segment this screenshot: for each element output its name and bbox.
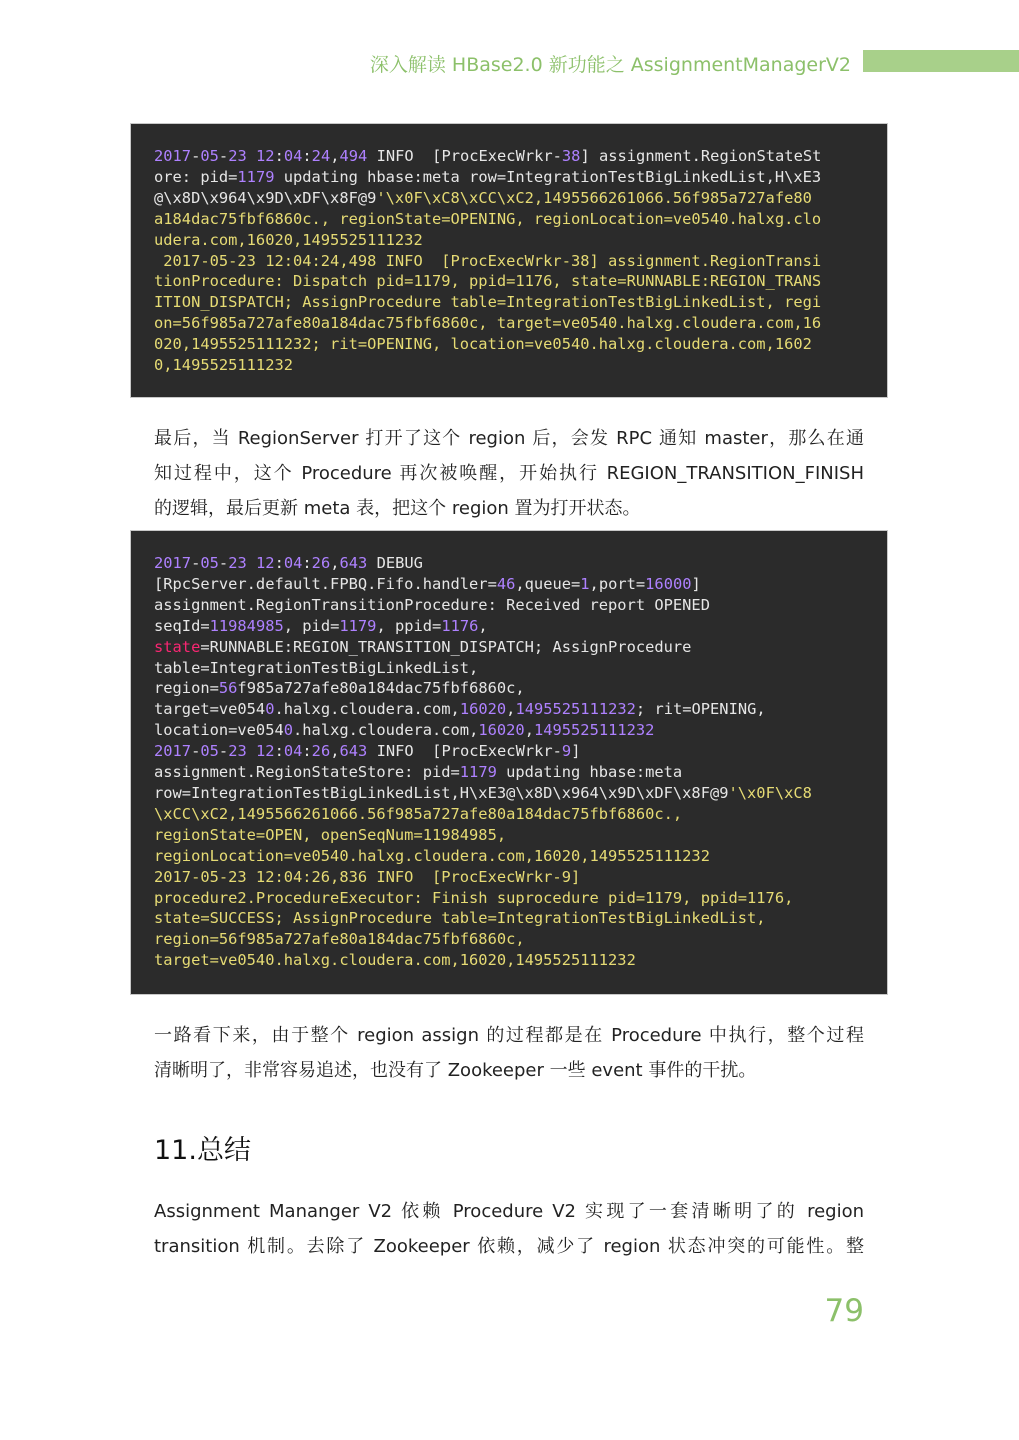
code-token: 1 [580,574,590,593]
code-token: 2017 [154,742,192,761]
code-token: : [274,554,284,572]
code-line [154,678,864,699]
code-line [154,574,864,595]
code-token: 1176 [441,616,479,635]
code-token: 0 [265,700,275,719]
code-token: on=56f985a727afe80a184dac75fbf6860c, target=ve0540.halxg.cloudera.com,16 [154,314,822,333]
code-token: 12 [256,147,275,165]
code-token: ore: pid= [154,167,238,186]
code-token: [RpcServer.default.FPBQ.Fifo.handler= [154,574,497,593]
header-accent-bar [863,50,1019,72]
code-token: 12 [256,742,275,761]
code-token: assignment.RegionTransitionProcedure: Received report OPENED [154,595,710,614]
code-token: state [154,637,201,656]
code-line [154,846,864,867]
paragraph-3 [154,1194,864,1264]
code-line [154,355,864,376]
code-token: udera.com,16020,1495525111232 [154,230,423,249]
code-token: : [274,742,284,761]
code-token: .halxg.cloudera.com, [274,700,460,719]
code-token: 23 [228,554,247,572]
code-line [154,867,864,888]
code-token: 04 [283,554,303,572]
code-token: 26 [311,554,331,572]
code-line [154,292,864,313]
code-token: region=56f985a727afe80a184dac75fbf6860c, [154,930,525,949]
code-line [154,637,864,658]
paragraph-line: 清晰明了，非常容易追述，也没有了 Zookeeper 一些 event 事件的干扰。 [154,1060,757,1081]
code-token: ITION_DISPATCH; AssignProcedure table=IntegrationTestBigLinkedList, regi [154,293,822,312]
code-token: 23 [228,147,247,165]
code-line [154,741,864,762]
paragraph-2 [154,1018,864,1088]
code-token: 05 [200,147,219,165]
code-token: 12 [256,554,275,572]
code-token: ] assignment.RegionStateSt [580,147,822,165]
code-token: 9 [561,742,572,761]
code-token: regionLocation=ve0540.halxg.cloudera.com,16020,1495525111232 [154,846,710,865]
code-token: assignment.RegionStateStore: pid= [154,763,460,782]
code-token: , [330,554,340,572]
code-line [154,929,864,950]
code-token: 643 [339,554,368,572]
code-block-1 [130,123,888,398]
code-token: seqId= [154,616,210,635]
code-line [154,334,864,355]
code-token: target=ve0540.halxg.cloudera.com,16020,1495525111232 [154,951,636,970]
paragraph-line: Assignment Mananger V2 依赖 Procedure V2 实现了一套清晰明了的 region [154,1201,864,1222]
code-token: : [302,554,312,572]
code-token: 2017-05-23 12:04:26,836 INFO [ProcExecWrkr-9] [154,867,581,886]
code-line [154,616,864,637]
code-token: , [478,616,488,635]
code-token: , pid= [283,616,340,635]
code-token: 38 [561,147,581,165]
code-token: ,port= [589,574,646,593]
code-token: 24 [311,147,331,165]
code-line [154,271,864,292]
code-token: 0,1495525111232 [154,356,293,375]
code-token: 1495525111232 [515,700,636,719]
code-token: 04 [283,147,303,165]
code-token: 05 [200,554,219,572]
paragraph-line: 一路看下来，由于整个 region assign 的过程都是在 Procedure 中执行，整个过程 [154,1025,864,1046]
code-token: , [330,742,340,761]
code-line [154,720,864,741]
code-token: 23 [228,742,247,761]
code-token: 020,1495525111232; rit=OPENING, location=ve0540.halxg.cloudera.com,1602 [154,335,812,354]
code-token: '\x0F\xC8 [728,783,812,802]
code-token: .halxg.cloudera.com, [293,721,479,740]
code-token: ] [571,742,581,761]
code-token: f985a727afe80a184dac75fbf6860c, [237,679,525,698]
code-token: , [524,721,534,740]
code-token: - [218,147,229,165]
code-token: 46 [496,574,516,593]
code-token [247,554,256,572]
code-token: table=IntegrationTestBigLinkedList, [154,658,479,677]
page-number: 79 [824,1293,864,1329]
code-line [154,313,864,334]
header-title: 深入解读 HBase2.0 新功能之 AssignmentManagerV2 [369,54,851,76]
code-token: state=SUCCESS; AssignProcedure table=IntegrationTestBigLinkedList, [154,909,766,928]
code-token: 1179 [339,616,377,635]
code-token: INFO [ProcExecWrkr- [367,742,562,761]
code-token: row=IntegrationTestBigLinkedList,H\xE3@\x8D\x964\x9D\xDF\x8F@9 [154,783,729,802]
code-token: 2017 [154,147,192,165]
paragraph-line: 最后，当 RegionServer 打开了这个 region 后，会发 RPC 通知 master，那么在通 [154,428,864,449]
code-token: regionState=OPEN, openSeqNum=11984985, [154,825,507,844]
code-token: =RUNNABLE:REGION_TRANSITION_DISPATCH; AssignProcedure [200,637,692,656]
code-line [154,825,864,846]
code-line [154,762,864,783]
code-token: '\x0F\xC8\xCC\xC2,1495566261066.56f985a727afe80 [376,188,812,207]
code-line [154,888,864,909]
code-token: , [330,147,340,165]
code-line [154,553,864,574]
code-line [154,251,864,272]
code-token: 16020 [478,721,525,740]
code-token: 643 [339,742,368,761]
code-token [247,147,256,165]
code-token: 05 [200,742,219,761]
code-token: , ppid= [376,616,442,635]
code-token: 2017-05-23 12:04:24,498 INFO [ProcExecWrkr-38] assignment.RegionTransi [154,251,822,270]
code-token: ,queue= [515,574,581,593]
code-token: : [274,147,284,165]
code-token: \xCC\xC2,1495566261066.56f985a727afe80a184dac75fbf6860c., [154,804,683,823]
code-token: ] [691,574,701,593]
code-token: INFO [ProcExecWrkr- [367,147,562,165]
code-token: @\x8D\x964\x9D\xDF\x8F@9 [154,188,377,207]
code-token: 16000 [645,574,692,593]
paragraph-line: transition 机制。去除了 Zookeeper 依赖，减少了 region 状态冲突的可能性。整 [154,1236,864,1257]
section-heading: 11.总结 [154,1135,251,1166]
code-token: - [191,147,201,165]
code-token: 11984985 [209,616,284,635]
code-token: - [218,554,229,572]
code-token: - [191,742,201,761]
code-token: 1179 [459,763,497,782]
code-token: - [191,554,201,572]
code-block-2 [130,530,888,995]
code-token: location=ve054 [154,721,284,740]
paragraph-line: 的逻辑，最后更新 meta 表，把这个 region 置为打开状态。 [154,498,641,519]
code-line [154,658,864,679]
code-token: DEBUG [367,554,423,572]
code-token: 494 [339,147,368,165]
code-line [154,699,864,720]
code-line [154,908,864,929]
code-token: procedure2.ProcedureExecutor: Finish suprocedure pid=1179, ppid=1176, [154,888,794,907]
code-token: : [302,742,312,761]
code-token: target=ve054 [154,700,266,719]
code-line [154,230,864,251]
code-token: updating hbase:meta row=IntegrationTestBigLinkedList,H\xE3 [274,167,822,186]
code-line [154,595,864,616]
paragraph-line: 知过程中，这个 Procedure 再次被唤醒，开始执行 REGION_TRANSITION_FINISH [154,463,864,484]
code-token [247,742,256,760]
code-line [154,188,864,209]
code-token: : [302,147,312,165]
code-token: , [506,700,516,719]
code-line [154,950,864,971]
code-line [154,804,864,825]
code-token: ; rit=OPENING, [635,700,766,719]
code-token: 2017 [154,554,192,572]
code-token: 0 [283,721,294,740]
code-token: 16020 [459,700,507,719]
paragraph-1 [154,421,864,526]
code-line [154,167,864,188]
code-token: region= [154,679,219,698]
code-token: 56 [218,679,238,698]
code-line [154,209,864,230]
code-token: tionProcedure: Dispatch pid=1179, ppid=1176, state=RUNNABLE:REGION_TRANS [154,272,822,291]
code-token: a184dac75fbf6860c., regionState=OPENING, regionLocation=ve0540.halxg.clo [154,209,822,228]
code-token: updating hbase:meta [496,763,683,782]
code-line [154,146,864,167]
code-token: 1179 [237,167,275,186]
code-token: 26 [311,742,331,761]
code-token: 1495525111232 [533,721,655,740]
code-token: - [218,742,229,761]
code-line [154,783,864,804]
code-token: 04 [283,742,303,761]
